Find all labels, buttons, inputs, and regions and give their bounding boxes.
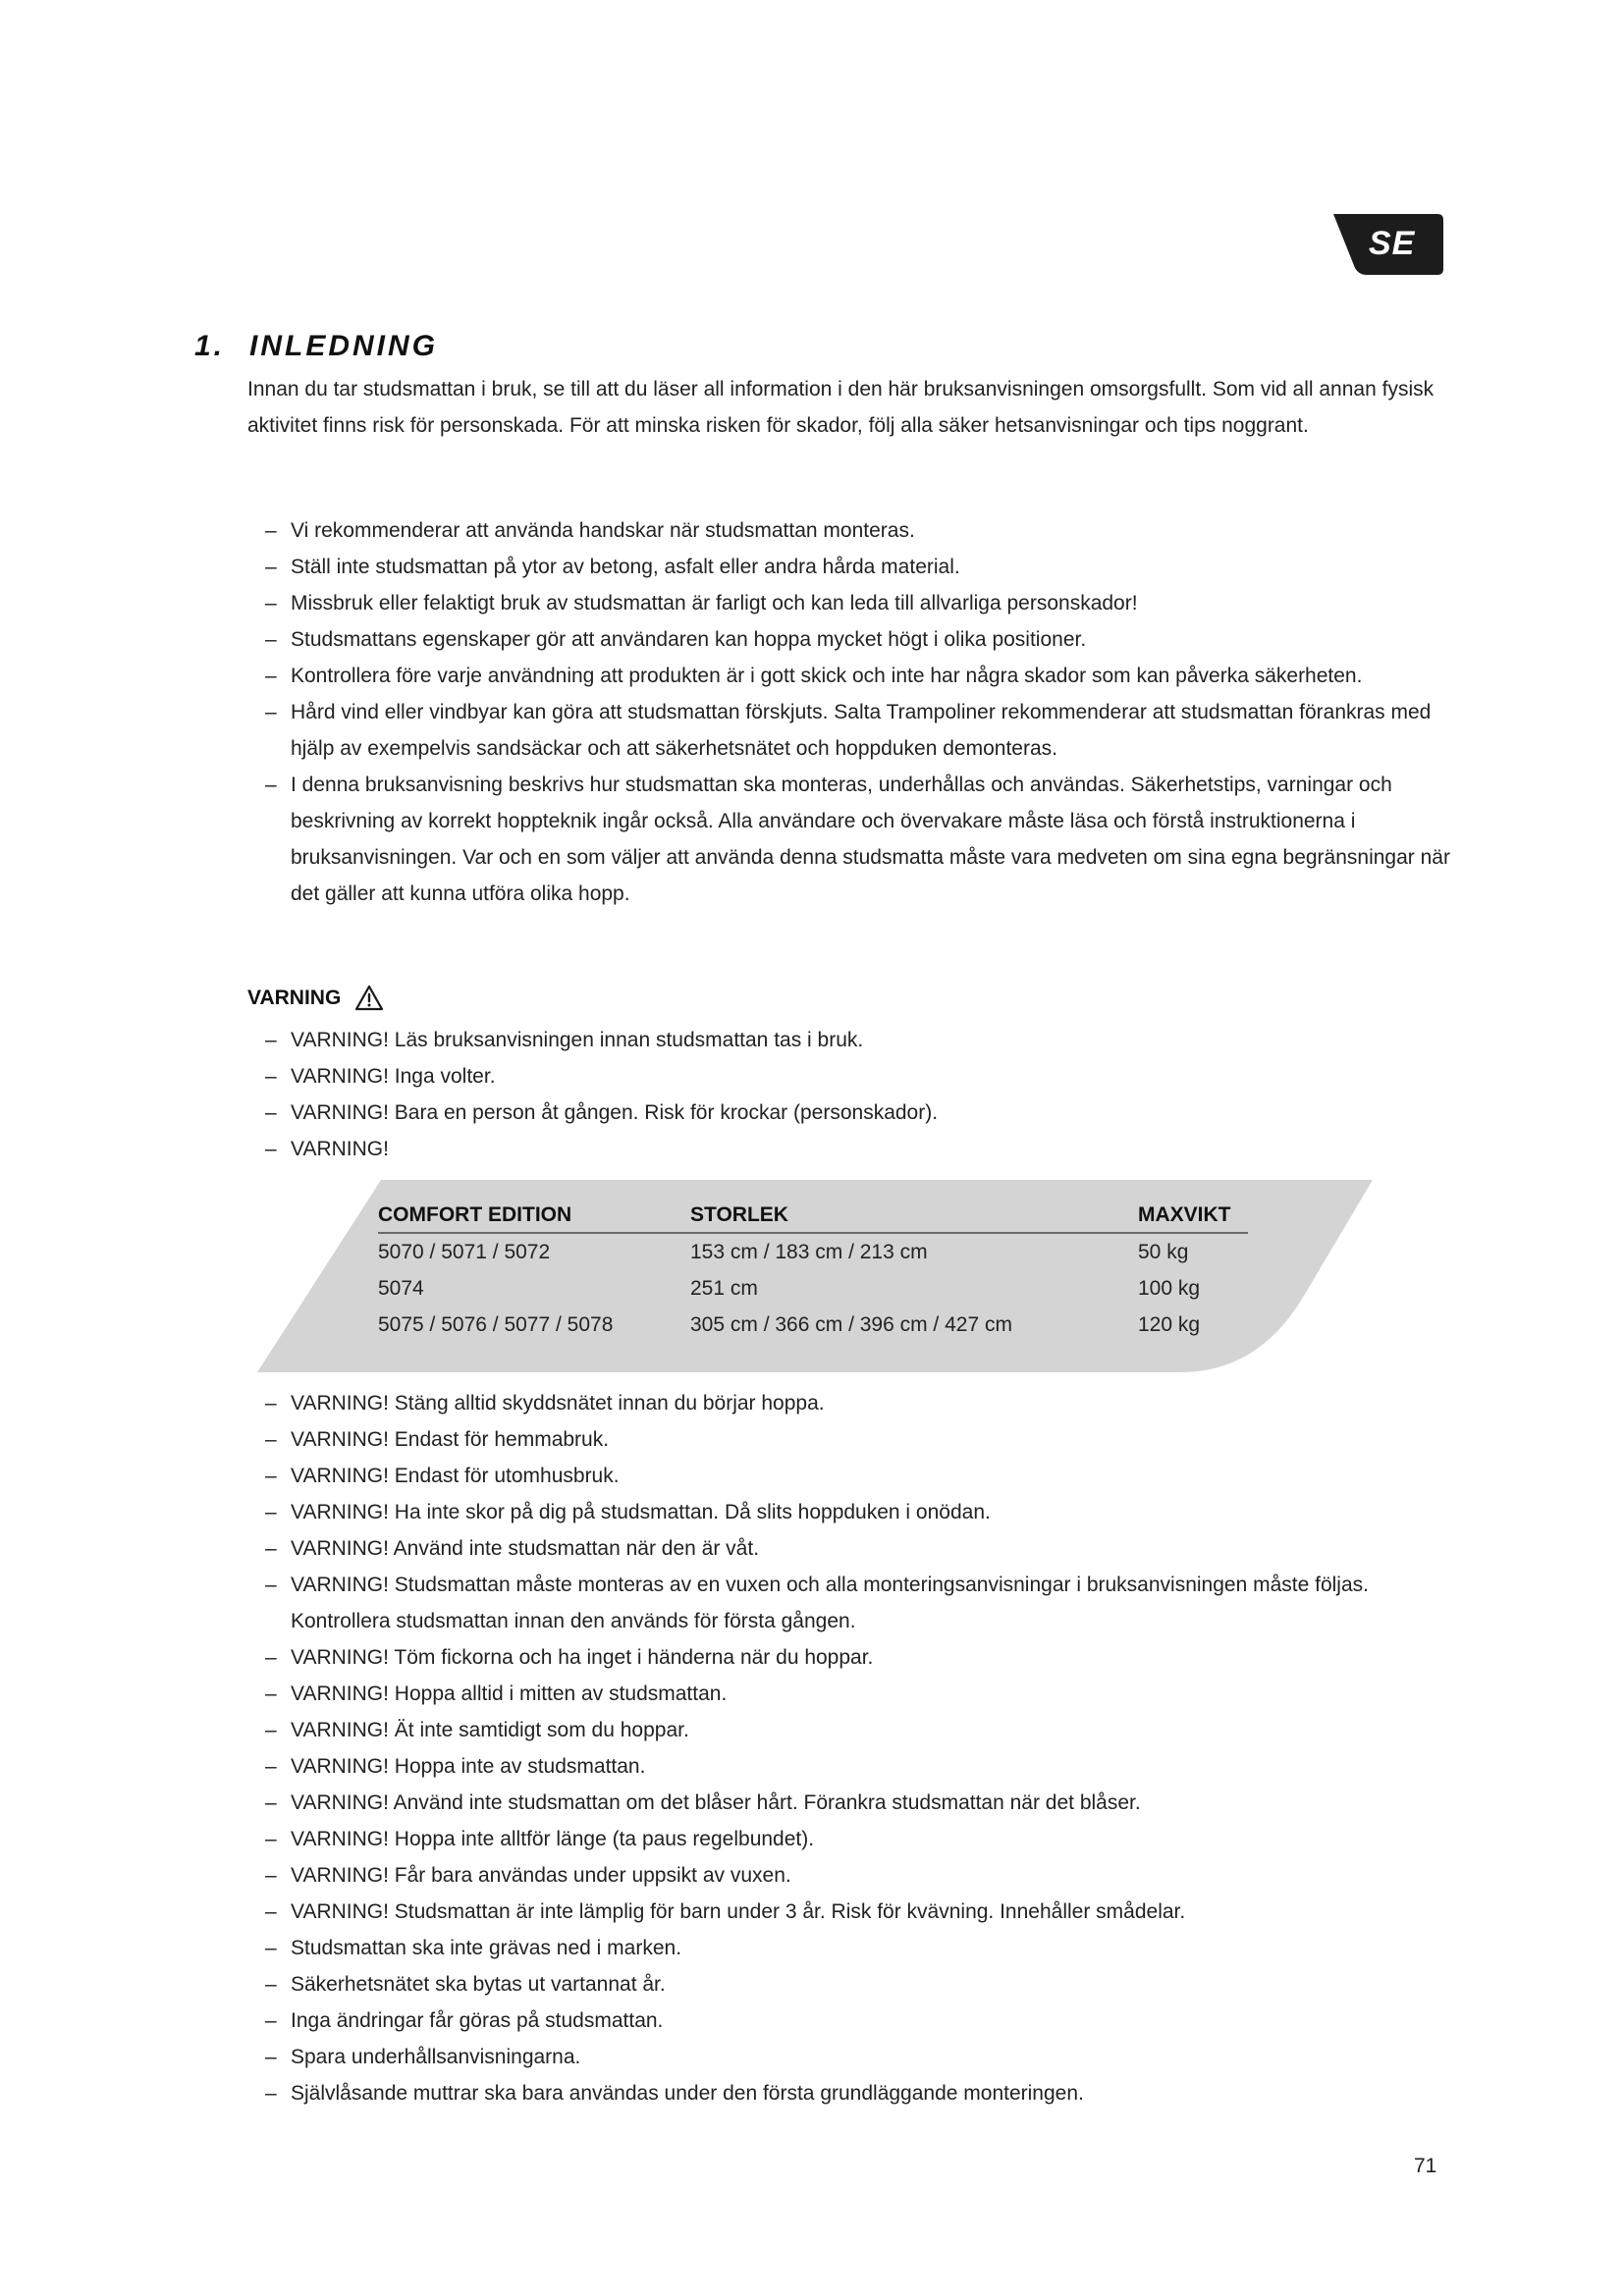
list-item: – VARNING! Ha inte skor på dig på studsmattan. Då slits hoppduken i onödan.: [265, 1494, 1453, 1530]
list-item: – I denna bruksanvisning beskrivs hur studsmattan ska monteras, underhållas och användas. Säkerhetstips, varningar och beskrivning av korrekt hoppteknik ingår också. Alla användare och övervakare måste läsa och förstå instruktionerna i bruksanvisningen. Var och en som väljer att använda denna studsmatta måste vara medveten om sina egna begränsningar när det gäller att kunna utföra olika hopp.: [265, 767, 1453, 912]
warning-heading: [247, 985, 384, 1011]
intro-bullet-list: [265, 512, 1453, 912]
list-item: – VARNING! Inga volter.: [265, 1058, 1453, 1095]
column-header-storlek: STORLEK: [690, 1199, 1138, 1233]
table-cell-model: 5074: [378, 1276, 424, 1300]
list-item: – VARNING! Använd inte studsmattan när den är våt.: [265, 1530, 1453, 1567]
list-item: – VARNING! Töm fickorna och ha inget i händerna när du hoppar.: [265, 1639, 1453, 1676]
table-cell-model: 5070 / 5071 / 5072: [378, 1240, 551, 1263]
list-item: – VARNING! Läs bruksanvisningen innan studsmattan tas i bruk.: [265, 1022, 1453, 1058]
table-row: [378, 1233, 1248, 1270]
list-item: – Spara underhållsanvisningarna.: [265, 2039, 1453, 2075]
table-cell-max-weight: 50 kg: [1138, 1240, 1189, 1263]
column-header-comfort-edition: COMFORT EDITION: [378, 1199, 690, 1233]
list-item: – Ställ inte studsmattan på ytor av betong, asfalt eller andra hårda material.: [265, 549, 1453, 585]
list-item: – VARNING! Studsmattan är inte lämplig för barn under 3 år. Risk för kvävning. Innehåller smådelar.: [265, 1894, 1453, 1930]
list-item: – Säkerhetsnätet ska bytas ut vartannat år.: [265, 1966, 1453, 2002]
section-number: 1.: [194, 330, 226, 362]
list-item: – VARNING! Hoppa inte alltför länge (ta paus regelbundet).: [265, 1821, 1453, 1857]
list-item: – Studsmattan ska inte grävas ned i marken.: [265, 1930, 1453, 1966]
list-item: – VARNING! Stäng alltid skyddsnätet innan du börjar hoppa.: [265, 1385, 1453, 1421]
list-item: – Studsmattans egenskaper gör att användaren kan hoppa mycket högt i olika positioner.: [265, 621, 1453, 658]
list-item: – Självlåsande muttrar ska bara användas under den första grundläggande monteringen.: [265, 2075, 1453, 2111]
table-cell-size: 153 cm / 183 cm / 213 cm: [690, 1240, 928, 1263]
list-item: – VARNING! Får bara användas under uppsikt av vuxen.: [265, 1857, 1453, 1894]
list-item: – Vi rekommenderar att använda handskar när studsmattan monteras.: [265, 512, 1453, 549]
intro-paragraph: Innan du tar studsmattan i bruk, se till att du läser all information i den här bruksanvisningen omsorgsfullt. Som vid all annan fysisk aktivitet finns risk för personskada. För att minska risken för skador, följ alla säker hetsanvisningar och tips noggrant.: [247, 378, 1435, 437]
list-item: – VARNING! Hoppa alltid i mitten av studsmattan.: [265, 1676, 1453, 1712]
list-item: – VARNING! Studsmattan måste monteras av en vuxen och alla monteringsanvisningar i bruksanvisningen måste följas. Kontrollera studsmattan innan den används för första gången.: [265, 1567, 1453, 1639]
warning-list-after-table: [265, 1385, 1453, 2111]
table-cell-size: 251 cm: [690, 1276, 758, 1300]
table-cell-max-weight: 100 kg: [1138, 1276, 1201, 1300]
list-item: – VARNING! Använd inte studsmattan om det blåser hårt. Förankra studsmattan när det blåser.: [265, 1785, 1453, 1821]
language-code: SE: [1369, 225, 1416, 262]
section-title: [194, 330, 438, 363]
list-item: – VARNING! Hoppa inte av studsmattan.: [265, 1748, 1453, 1785]
table-cell-model: 5075 / 5076 / 5077 / 5078: [378, 1312, 614, 1336]
list-item: – VARNING! Ät inte samtidigt som du hoppar.: [265, 1712, 1453, 1748]
table-cell-max-weight: 120 kg: [1138, 1312, 1201, 1336]
list-item: – Kontrollera före varje användning att produkten är i gott skick och inte har några skador som kan påverka säkerheten.: [265, 658, 1453, 694]
list-item: – VARNING! Endast för utomhusbruk.: [265, 1458, 1453, 1494]
table-cell-size: 305 cm / 366 cm / 396 cm / 427 cm: [690, 1312, 1012, 1336]
list-item: – Hård vind eller vindbyar kan göra att studsmattan förskjuts. Salta Trampoliner rekommenderar att studsmattan förankras med hjälp av exempelvis sandsäckar och att säkerhetsnätet och hoppduken demonteras.: [265, 694, 1453, 767]
list-item: – Inga ändringar får göras på studsmattan.: [265, 2002, 1453, 2039]
section-title-text: INLEDNING: [249, 330, 438, 362]
spec-table-header-row: [378, 1199, 1248, 1233]
page-number: 71: [1414, 2155, 1437, 2177]
language-badge: [1333, 214, 1443, 275]
list-item: – VARNING! Endast för hemmabruk.: [265, 1421, 1453, 1458]
list-item: – VARNING! Bara en person åt gången. Risk för krockar (personskador).: [265, 1095, 1453, 1131]
list-item: – VARNING!: [265, 1131, 1453, 1167]
table-row: [378, 1270, 1248, 1307]
spec-table: [378, 1199, 1248, 1343]
table-row: [378, 1307, 1248, 1343]
list-item: – Missbruk eller felaktigt bruk av studsmattan är farligt och kan leda till allvarliga personskador!: [265, 585, 1453, 621]
warning-heading-text: VARNING: [247, 986, 342, 1009]
warning-list-before-table: [265, 1022, 1453, 1167]
warning-triangle-icon: [354, 985, 384, 1011]
column-header-maxvikt: MAXVIKT: [1138, 1199, 1248, 1233]
